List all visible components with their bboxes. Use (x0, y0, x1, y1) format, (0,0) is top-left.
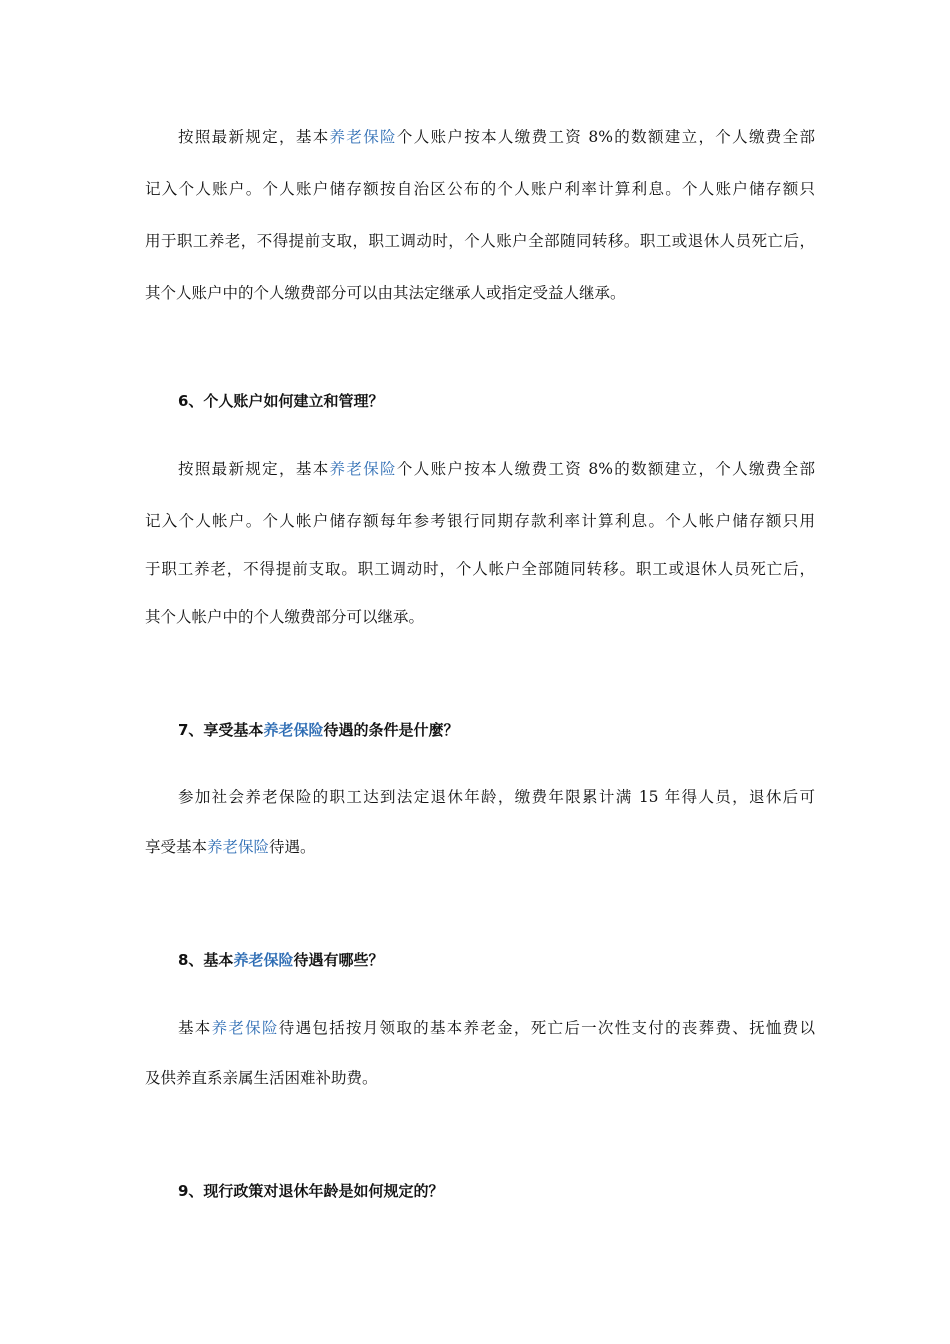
paragraph-line: 其个人帐户中的个人缴费部分可以继承。 (145, 608, 425, 626)
heading-text: 待遇的条件是什麼？ (323, 721, 459, 739)
heading-text: 8、基本 (178, 951, 234, 969)
paragraph-line (178, 458, 815, 480)
paragraph-line: 用于职工养老，不得提前支取，职工调动时，个人账户全部随同转移。职工或退休人员死亡后， (145, 232, 815, 250)
section-heading-6: 6、个人账户如何建立和管理？ (178, 392, 384, 410)
text-run: 待遇。 (269, 838, 316, 856)
keyword-link[interactable]: 养老保险 (233, 951, 294, 969)
paragraph-line: 记入个人帐户。个人帐户储存额每年参考银行同期存款利率计算利息。个人帐户储存额只用 (145, 512, 815, 530)
paragraph-line (178, 126, 815, 148)
keyword-link[interactable]: 养老保险 (207, 838, 270, 856)
text-run: 个人账户按本人缴费工资 8%的数额建立，个人缴费全部 (396, 460, 815, 478)
keyword-link[interactable]: 养老保险 (263, 721, 324, 739)
keyword-link[interactable]: 养老保险 (329, 128, 397, 146)
paragraph-line: 其个人账户中的个人缴费部分可以由其法定继承人或指定受益人继承。 (145, 284, 626, 302)
heading-text: 待遇有哪些？ (293, 951, 384, 969)
text-run: 享受基本 (145, 838, 208, 856)
paragraph-line: 及供养直系亲属生活困难补助费。 (145, 1069, 378, 1087)
text-run: 按照最新规定，基本 (178, 128, 330, 146)
paragraph-line: 参加社会养老保险的职工达到法定退休年龄，缴费年限累计满 15 年得人员，退休后可 (178, 788, 815, 806)
paragraph-line: 于职工养老，不得提前支取。职工调动时，个人帐户全部随同转移。职工或退休人员死亡后， (145, 560, 815, 578)
keyword-link[interactable]: 养老保险 (329, 460, 397, 478)
section-heading-8 (178, 949, 383, 971)
section-heading-7 (178, 719, 458, 741)
paragraph-line (145, 836, 815, 858)
section-heading-9: 9、现行政策对退休年龄是如何规定的？ (178, 1182, 444, 1200)
text-run: 按照最新规定，基本 (178, 460, 330, 478)
text-run: 个人账户按本人缴费工资 8%的数额建立，个人缴费全部 (396, 128, 815, 146)
heading-text: 7、享受基本 (178, 721, 264, 739)
paragraph-line (178, 1017, 815, 1039)
paragraph-line: 记入个人账户。个人账户储存额按自治区公布的个人账户利率计算利息。个人账户储存额只 (145, 180, 815, 198)
keyword-link[interactable]: 养老保险 (211, 1019, 279, 1037)
text-run: 基本 (178, 1019, 212, 1037)
text-run: 待遇包括按月领取的基本养老金，死亡后一次性支付的丧葬费、抚恤费以 (278, 1019, 815, 1037)
